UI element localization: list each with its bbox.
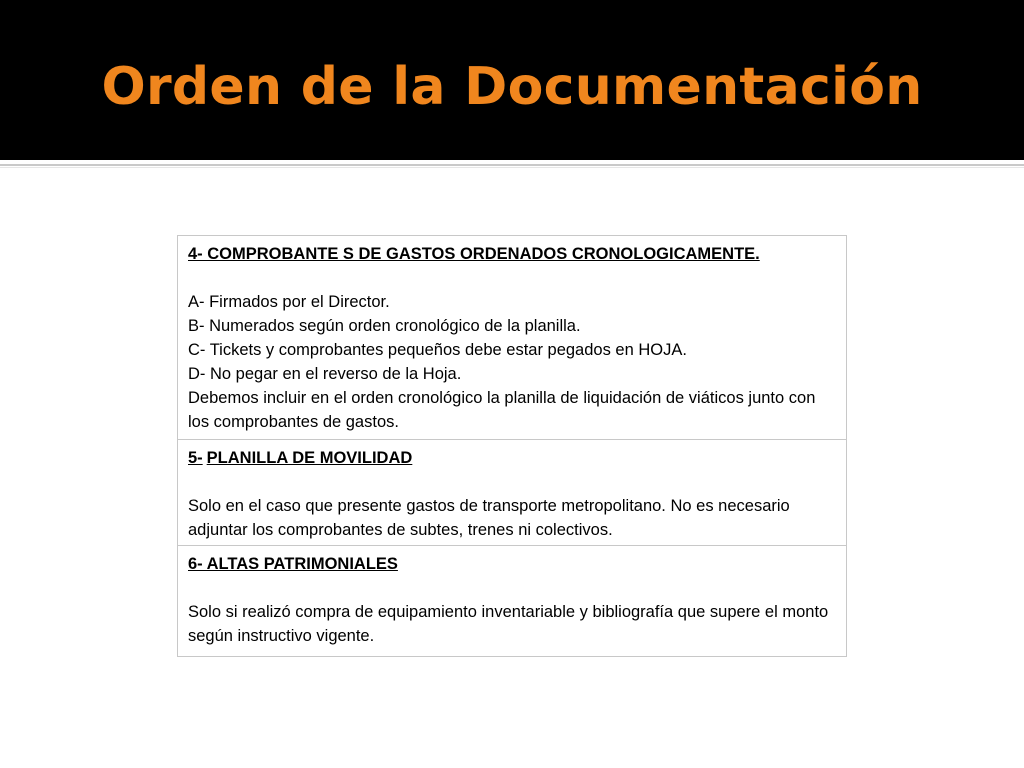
list-item: B- Numerados según orden cronológico de la planilla.	[188, 317, 581, 335]
paragraph: Solo en el caso que presente gastos de transporte metropolitano. No es necesario adjuntar los comprobantes de subtes, trenes ni colectivos.	[188, 497, 790, 539]
title-bar	[0, 0, 1024, 160]
list-item: A- Firmados por el Director.	[188, 293, 390, 311]
row-heading: 4- COMPROBANTE S DE GASTOS ORDENADOS CRONOLOGICAMENTE.	[188, 245, 760, 263]
paragraph: Debemos incluir en el orden cronológico la planilla de liquidación de viáticos junto con los comprobantes de gastos.	[188, 389, 816, 431]
row-number: 5-	[188, 449, 203, 467]
slide-title: Orden de la Documentación	[101, 57, 923, 117]
row-heading: 6- ALTAS PATRIMONIALES	[188, 555, 398, 573]
divider-line-thin	[0, 167, 1024, 168]
row-heading	[188, 446, 836, 470]
divider-line	[0, 164, 1024, 166]
table-row-comprobantes	[178, 236, 846, 439]
paragraph: Solo si realizó compra de equipamiento inventariable y bibliografía que supere el monto según instructivo vigente.	[188, 603, 829, 645]
list-item: C- Tickets y comprobantes pequeños debe estar pegados en HOJA.	[188, 341, 687, 359]
row-heading-text: PLANILLA DE MOVILIDAD	[206, 449, 413, 467]
list-item: D- No pegar en el reverso de la Hoja.	[188, 365, 462, 383]
content-table	[177, 235, 847, 657]
table-row-altas	[178, 545, 846, 656]
table-row-movilidad	[178, 439, 846, 545]
